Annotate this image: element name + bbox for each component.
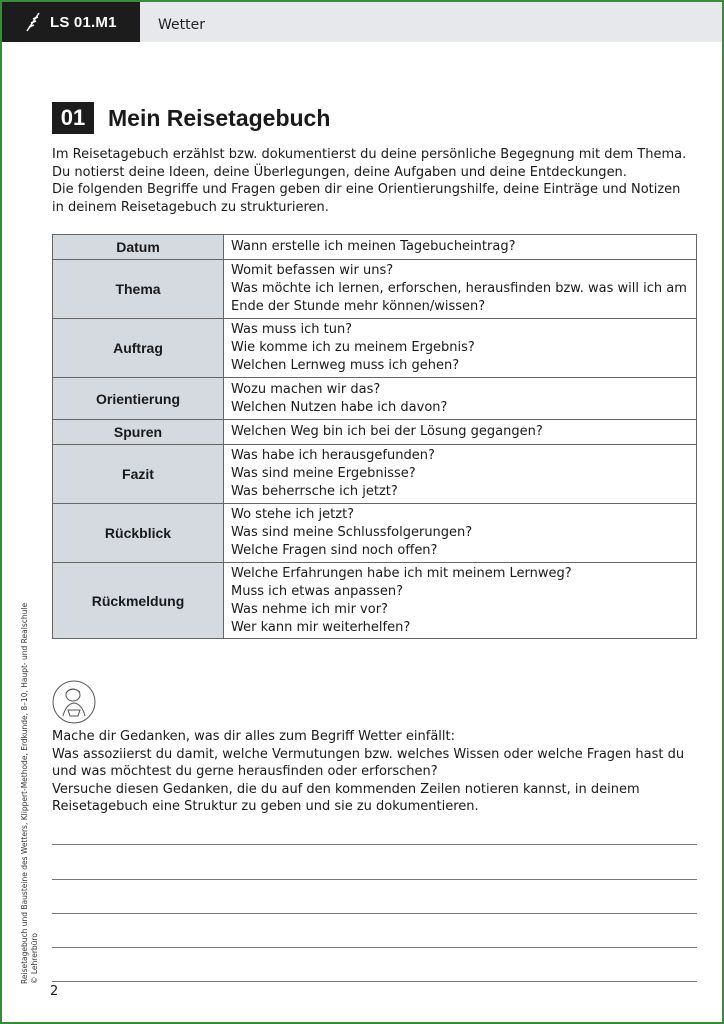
table-term-cell: Auftrag: [53, 319, 224, 378]
structure-table: [52, 234, 697, 639]
table-row: [53, 504, 697, 563]
guiding-question: Welchen Nutzen habe ich davon?: [231, 399, 448, 415]
table-questions-cell: [224, 420, 697, 445]
task-paragraph: Was assoziierst du damit, welche Vermutungen bzw. welches Wissen oder welche Fragen hast du und was möchtest du gerne herausfinden oder erforschen?: [52, 746, 685, 779]
guiding-question: Was möchte ich lernen, erforschen, herausfinden bzw. was will ich am: [231, 281, 687, 296]
table-row: [53, 445, 697, 504]
guiding-question: Womit befassen wir uns?: [231, 263, 394, 278]
task-text: [52, 728, 712, 816]
guiding-question: Wie komme ich zu meinem Ergebnis?: [231, 340, 475, 355]
guiding-question: Was sind meine Ergebnisse?: [231, 466, 416, 481]
intro-paragraph: Im Reisetagebuch erzählst bzw. dokumentierst du deine persönliche Begegnung mit dem Thema. Du notierst deine Ideen, deine Überlegungen, deine Aufgaben und deine Entdeckungen.: [52, 147, 687, 180]
student-avatar-icon: [52, 680, 96, 724]
writing-line[interactable]: [52, 913, 697, 914]
table-row: [53, 235, 697, 260]
intro-paragraph: Die folgenden Begriffe und Fragen geben dir eine Orientierungshilfe, deine Einträge und Notizen in deinem Reisetagebuch zu strukturieren.: [52, 182, 681, 215]
table-questions-cell: [224, 504, 697, 563]
table-term-cell: Datum: [53, 235, 224, 260]
guiding-question: Was nehme ich mir vor?: [231, 601, 388, 617]
writing-line[interactable]: [52, 947, 697, 948]
guiding-question: Was sind meine Schlussfolgerungen?: [231, 525, 473, 540]
task-paragraph: Versuche diesen Gedanken, die du auf den kommenden Zeilen notieren kannst, in deinem Reisetagebuch eine Struktur zu geben und sie zu dokumentieren.: [52, 781, 640, 814]
guiding-question: Welchen Lernweg muss ich gehen?: [231, 358, 460, 373]
source-line: Reisetagebuch und Bausteine des Wetters, Klippert-Methode, Erdkunde, 8–10, Haupt- und Realschule: [20, 602, 29, 984]
writing-line[interactable]: [52, 981, 697, 982]
guiding-question: Wer kann mir weiterhelfen?: [231, 619, 411, 635]
table-term-cell: Rückmeldung: [53, 563, 224, 639]
table-term-cell: Thema: [53, 260, 224, 319]
guiding-question: Muss ich etwas anpassen?: [231, 583, 403, 599]
page-title: Mein Reisetagebuch: [108, 104, 331, 131]
table-term-cell: Spuren: [53, 420, 224, 445]
header-code-block: [2, 2, 140, 42]
guiding-question: Welche Fragen sind noch offen?: [231, 543, 438, 558]
guiding-question: Welche Erfahrungen habe ich mit meinem Lernweg?: [231, 565, 572, 581]
writing-line[interactable]: [52, 879, 697, 880]
table-row: [53, 260, 697, 319]
table-questions-cell: [224, 378, 697, 420]
task-paragraph: Mache dir Gedanken, was dir alles zum Begriff Wetter einfällt:: [52, 729, 455, 744]
table-row: [53, 563, 697, 639]
guiding-question: Was beherrsche ich jetzt?: [231, 484, 398, 499]
table-term-cell: Rückblick: [53, 504, 224, 563]
guiding-question: Ende der Stunde mehr können/wissen?: [231, 299, 486, 314]
table-row: [53, 378, 697, 420]
table-questions-cell: [224, 260, 697, 319]
header-topic: Wetter: [158, 17, 205, 33]
guiding-question: Welchen Weg bin ich bei der Lösung gegangen?: [231, 424, 543, 439]
guiding-question: Wozu machen wir das?: [231, 381, 381, 397]
table-questions-cell: [224, 563, 697, 639]
guiding-question: Was habe ich herausgefunden?: [231, 448, 435, 463]
material-code: LS 01.M1: [50, 13, 117, 31]
guiding-question: Wo stehe ich jetzt?: [231, 507, 355, 522]
section-number: 01: [52, 102, 94, 134]
copyright-note: [20, 603, 40, 984]
feather-icon: [24, 11, 42, 33]
table-questions-cell: [224, 445, 697, 504]
guiding-question: Was muss ich tun?: [231, 322, 353, 337]
guiding-question: Wann erstelle ich meinen Tagebucheintrag?: [231, 239, 516, 254]
page-number: 2: [50, 984, 59, 999]
section-title: [52, 102, 330, 134]
intro-text: [52, 146, 692, 216]
table-row: [53, 420, 697, 445]
writing-line[interactable]: [52, 844, 697, 845]
table-questions-cell: [224, 235, 697, 260]
table-term-cell: Fazit: [53, 445, 224, 504]
table-term-cell: Orientierung: [53, 378, 224, 420]
copyright-line: © Lehrerbüro: [30, 933, 39, 984]
table-row: [53, 319, 697, 378]
table-questions-cell: [224, 319, 697, 378]
